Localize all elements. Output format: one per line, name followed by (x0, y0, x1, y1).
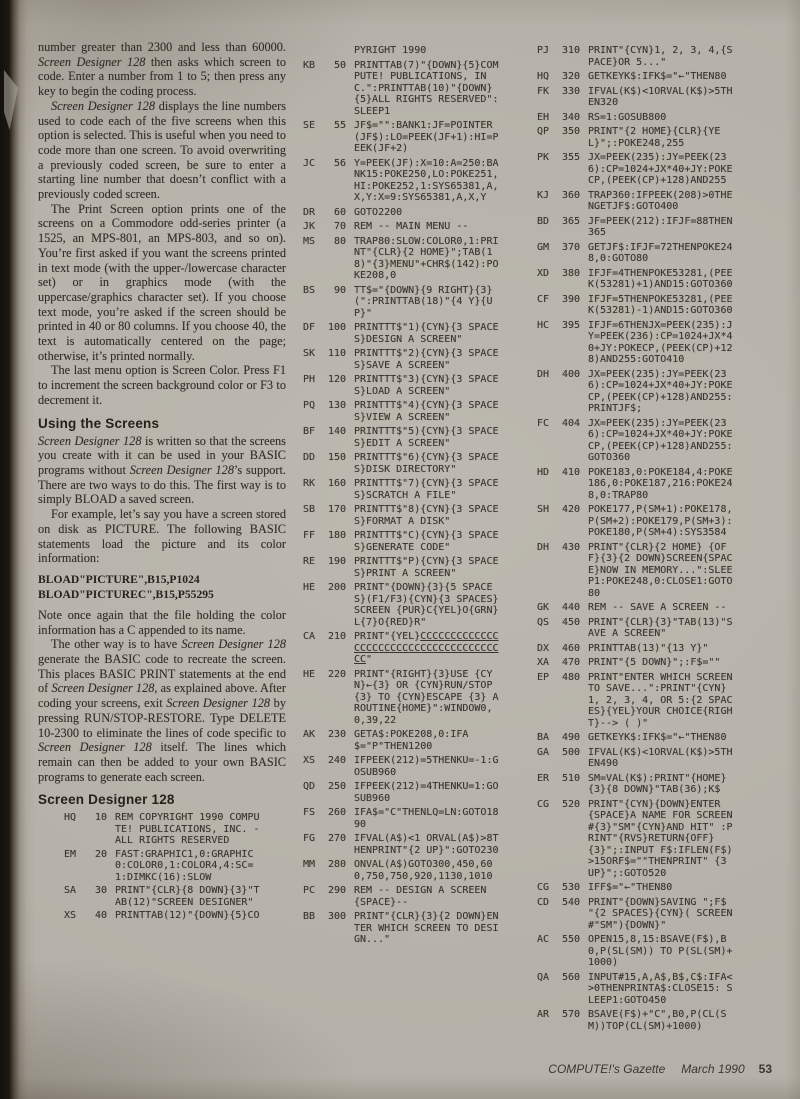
code-text: PRINT"{CLR}{2 HOME} {OFF}{3}{2 DOWN}SCREEN{SPACE}NOW IN MEMORY...":SLEEP1:POKE248,0:CLOSE1:GOTO80 (588, 541, 733, 599)
checksum-label: BD (537, 215, 550, 227)
line-number: 240 (327, 755, 346, 766)
code-line (303, 207, 531, 219)
code-line (303, 478, 531, 501)
code-line (303, 582, 531, 628)
checksum-label: FS (303, 807, 316, 818)
code-line (537, 882, 773, 894)
checksum-label: BA (537, 732, 550, 743)
code-text: POKE183,0:POKE184,4:POKE186,0:POKE187,216:POKE248,0:TRAP80 (588, 466, 733, 501)
line-number: 10 (94, 812, 107, 824)
code-line (303, 885, 531, 908)
checksum-label: HE (303, 668, 316, 680)
line-number: 290 (327, 885, 346, 896)
checksum-label: DH (537, 541, 550, 553)
checksum-label: GK (537, 602, 550, 613)
line-number: 300 (327, 911, 346, 922)
code-text: PRINTTT$"3){CYN}{3 SPACES}LOAD A SCREEN" (354, 374, 499, 397)
checksum-label: PJ (537, 45, 550, 56)
code-text: IFVAL(K$)<1ORVAL(K$)>5THEN320 (588, 85, 733, 108)
code-line (537, 320, 773, 366)
code-text: PRINTTT$"1){CYN}{3 SPACES}DESIGN A SCREEN" (354, 322, 499, 345)
code-line (537, 747, 773, 770)
bload-line: BLOAD"PICTURE",B15,P1024 (38, 572, 200, 586)
code-line (537, 504, 773, 539)
checksum-label: EP (537, 671, 550, 683)
code-text: JX=PEEK(235):JY=PEEK(236):CP=1024+JX*40+JY:POKECP,(PEEK(CP)+128)AND255:GOTO360 (588, 417, 733, 463)
code-line (303, 669, 531, 727)
code-text: PRINTTT$"P){CYN}{3 SPACES}PRINT A SCREEN" (354, 556, 499, 579)
code-line (537, 732, 773, 744)
paragraph: Screen Designer 128 displays the line numbers used to code each of the five screens when this option is selected. This is useful when you need to code more than one screen. To avoid overwriting a previously coded screen, be sure to enter a starting line number that doesn’t conflict with a previously coded screen. (38, 98, 286, 202)
checksum-label: CG (537, 882, 550, 893)
line-number: 150 (327, 452, 346, 463)
bload-statements (38, 572, 286, 602)
code-text: PRINTTT$"2){CYN}{3 SPACES}SAVE A SCREEN" (354, 348, 499, 371)
line-number: 220 (327, 668, 346, 680)
checksum-label: CF (537, 293, 550, 305)
line-number: 330 (561, 85, 580, 97)
code-line (537, 773, 773, 796)
code-text: REM -- DESIGN A SCREEN {SPACE}-- (354, 885, 493, 908)
code-line (303, 556, 531, 579)
line-number: 380 (561, 267, 580, 279)
code-text: PRINT"{RIGHT}{3}USE {CYN}←{3} OR {CYN}RUN/STOP{3} TO {CYN}ESCAPE {3} A ROUTINE{HOME}":WINDOW0,0,39,22 (354, 668, 505, 726)
checksum-label: GM (537, 241, 550, 253)
code-text: FAST:GRAPHIC1,0:GRAPHIC0:COLOR0,1:COLOR4,4:SC=1:DIMKC(16):SLOW (115, 848, 254, 883)
code-line (303, 530, 531, 553)
checksum-label: MS (303, 235, 316, 247)
checksum-label: RE (303, 556, 316, 567)
checksum-label: QS (537, 616, 550, 628)
code-line (303, 221, 531, 233)
code-line (537, 897, 773, 932)
line-number: 160 (327, 478, 346, 489)
code-text: JX=PEEK(235):JY=PEEK(236):CP=1024+JX*40+JY:POKECP,(PEEK(CP)+128)AND255 (588, 152, 733, 186)
checksum-label: PC (303, 885, 316, 896)
code-text: PRINTTT$"C){CYN}{3 SPACES}GENERATE CODE" (354, 530, 499, 553)
checksum-label: SK (303, 348, 316, 359)
line-number: 80 (333, 235, 346, 247)
code-text: PRINT"{CLR}{8 DOWN}{3}"TAB(12)"SCREEN DESIGNER" (115, 885, 260, 908)
checksum-label: SB (303, 504, 316, 515)
code-line (537, 112, 773, 124)
checksum-label: AR (537, 1009, 550, 1020)
checksum-label: FF (303, 530, 316, 541)
code-line (537, 45, 773, 68)
checksum-label: HE (303, 582, 316, 593)
code-line (537, 268, 773, 291)
code-text: IFJF=4THENPOKE53281,(PEEK(53281)+1)AND15:GOTO360 (588, 267, 733, 290)
code-text: PRINT"{YEL}CCCCCCCCCCCCCCCCCCCCCCCCCCCCCCCCCCCCCCC" (354, 631, 499, 665)
code-line (537, 152, 773, 187)
line-number: 110 (327, 348, 346, 359)
line-number: 370 (561, 241, 580, 253)
code-line (303, 452, 531, 475)
listing-heading-screen-designer-128: Screen Designer 128 (38, 792, 175, 808)
code-text: SM=VAL(K$):PRINT"{HOME} {3}{8 DOWN}"TAB(36);K$ (588, 772, 733, 795)
code-line (537, 71, 773, 83)
checksum-label: HC (537, 319, 550, 331)
code-text: REM -- MAIN MENU -- (354, 221, 469, 232)
line-number: 140 (327, 426, 346, 437)
checksum-label: DF (303, 322, 316, 333)
checksum-label: QA (537, 971, 550, 983)
code-text: PRINTTAB(12)"{DOWN}{5}CO (115, 910, 260, 922)
checksum-label: DR (303, 206, 316, 218)
code-line (537, 602, 773, 614)
line-number: 170 (327, 504, 346, 515)
paragraph: Screen Designer 128 is written so that the screens you create with it can be used in your BASIC programs without Screen Designer 128’s support. There are two ways to do this. The first way is to simply BLOAD a saved screen. (38, 433, 286, 507)
checksum-label: PQ (303, 400, 316, 411)
line-number: 200 (327, 582, 346, 593)
code-text: GETKEYK$:IFK$="←"THEN80 (588, 71, 727, 82)
checksum-label: QD (303, 781, 316, 792)
code-line (537, 542, 773, 600)
paragraph: Note once again that the file holding the color information has a C appended to its name. (38, 607, 286, 637)
checksum-label: HQ (537, 71, 550, 82)
page-footer (460, 1062, 772, 1076)
code-text: PRINT"{CYN}{DOWN}ENTER {SPACE}A NAME FOR SCREEN #{3}"SM"{CYN}AND HIT" :PRINT"{RVS}RETURN{OFF} {3}";:INPUT F$:IFLEN(F$)>15ORF$=""THENPRINT" {3 UP}";:GOTO520 (588, 798, 739, 879)
code-text: TRAP80:SLOW:COLOR0,1:PRINT"{CLR}{2 HOME}";TAB(18)"{3}MENU"+CHR$(142):POKE208,0 (354, 235, 499, 281)
checksum-label: AK (303, 729, 316, 740)
code-text: REM COPYRIGHT 1990 COMPUTE! PUBLICATIONS, INC. - ALL RIGHTS RESERVED (115, 812, 266, 847)
checksum-label: FK (537, 85, 550, 97)
section-heading-using-the-screens: Using the Screens (38, 415, 160, 431)
checksum-label: BF (303, 426, 316, 437)
line-number: 540 (561, 896, 580, 908)
line-number: 230 (327, 729, 346, 740)
line-number: 440 (561, 602, 580, 613)
code-text: OPEN15,8,15:BSAVE(F$),B0,P(SL(SM)) TO P(SL(SM)+1000) (588, 934, 733, 968)
code-text: PRINT"{DOWN}{3}{5 SPACES}(F1/F3){CYN}{3 SPACES}SCREEN {PUR}C{YEL}O{GRN}L{7}O{RED}R" (354, 582, 499, 628)
checksum-label: HD (537, 466, 550, 478)
checksum-label: GA (537, 746, 550, 758)
listing-column-middle (303, 45, 531, 949)
line-number: 190 (327, 556, 346, 567)
code-text: PRINTTT$"5){CYN}{3 SPACES}EDIT A SCREEN" (354, 426, 499, 449)
checksum-label: DD (303, 452, 316, 463)
line-number: 360 (561, 189, 580, 201)
code-line (537, 1009, 773, 1032)
line-number: 390 (561, 293, 580, 305)
code-text: PRINTTT$"6){CYN}{3 SPACES}DISK DIRECTORY" (354, 452, 499, 475)
code-line (303, 859, 531, 882)
code-text: IFA$="C"THENLQ=LN:GOTO1890 (354, 807, 499, 830)
code-line (303, 374, 531, 397)
checksum-label: EM (64, 848, 77, 860)
code-line (303, 285, 531, 320)
code-text: TT$="{DOWN}{9 RIGHT}{3}(":PRINTTAB(18)"{4 Y}{UP}" (354, 284, 493, 319)
checksum-label: FC (537, 417, 550, 429)
checksum-label: SE (303, 120, 316, 131)
code-line (303, 781, 531, 804)
code-line (537, 86, 773, 109)
code-text: PRINT"{2 HOME}{CLR}{YEL}";:POKE248,255 (588, 126, 721, 149)
code-text: IFPEEK(212)=5THENKU=-1:GOSUB960 (354, 755, 499, 778)
line-number: 310 (561, 45, 580, 56)
checksum-label: KJ (537, 189, 550, 201)
code-line (537, 799, 773, 880)
code-text: IFJF=6THENJX=PEEK(235):JY=PEEK(236):CP=1024+JX*40+JY:POKECP,(PEEK(CP)+128)AND255:GOTO410 (588, 319, 733, 365)
code-line (303, 348, 531, 371)
checksum-label: CD (537, 896, 550, 908)
checksum-label: HQ (64, 812, 77, 824)
code-text: GETKEYK$:IFK$="←"THEN80 (588, 732, 727, 743)
code-text: BSAVE(F$)+"C",B0,P(CL(SM))TOP(CL(SM)+1000) (588, 1009, 727, 1032)
checksum-label: BB (303, 911, 316, 922)
line-number: 320 (561, 71, 580, 82)
code-line (537, 216, 773, 239)
code-line (303, 631, 531, 666)
checksum-label: EH (537, 111, 550, 123)
line-number: 260 (327, 807, 346, 818)
code-text: PYRIGHT 1990 (354, 45, 427, 56)
line-number: 210 (327, 631, 346, 642)
code-line (537, 369, 773, 415)
checksum-label: DH (537, 368, 550, 380)
paragraph: The other way is to have Screen Designer 128 generate the BASIC code to recreate the screen. This places BASIC PRINT statements at the end of Screen Designer 128, as explained above. After coding your screens, exit Screen Designer 128 by pressing RUN/STOP-RESTORE. Type DELETE 10-2300 to eliminate the lines of code specific to Screen Designer 128 itself. The lines which remain can then be added to your own BASIC programs to generate each screen. (38, 637, 286, 784)
checksum-label: SH (537, 504, 550, 515)
code-text: PRINTTAB(7)"{DOWN}{5}COMPUTE! PUBLICATIONS, INC.":PRINTTAB(10)"{DOWN}{5}ALL RIGHTS RESERVED":SLEEP1 (354, 59, 499, 117)
code-text: GETA$:POKE208,0:IFA$="P"THEN1200 (354, 729, 469, 752)
line-number: 510 (561, 772, 580, 784)
line-number: 20 (94, 848, 107, 860)
code-text: INPUT#15,A,A$,B$,C$:IFA<>0THENPRINTA$:CLOSE15: SLEEP1:GOTO450 (588, 971, 733, 1006)
code-line (537, 934, 773, 969)
line-number: 280 (327, 859, 346, 870)
checksum-label: JC (303, 157, 316, 169)
code-line (537, 972, 773, 1007)
code-text: IFVAL(K$)<1ORVAL(K$)>5THEN490 (588, 746, 733, 769)
code-line (537, 657, 773, 669)
line-number: 400 (561, 368, 580, 380)
line-number: 460 (561, 642, 580, 654)
code-text: PRINT"{5 DOWN}";:F$="" (588, 657, 721, 668)
checksum-label: DX (537, 642, 550, 654)
code-line (537, 617, 773, 640)
page-number: 53 (758, 1062, 772, 1076)
line-number: 410 (561, 466, 580, 478)
code-text: GETJF$:IFJF=72THENPOKE248,0:GOTO80 (588, 241, 733, 264)
line-number: 180 (327, 530, 346, 541)
code-text: PRINTTT$"8){CYN}{3 SPACES}FORMAT A DISK" (354, 504, 499, 527)
line-number: 570 (561, 1009, 580, 1020)
code-text: JF=PEEK(212):IFJF=88THEN365 (588, 215, 733, 238)
code-text: IFVAL(A$)<1 ORVAL(A$)>8THENPRINT"{2 UP}":GOTO230 (354, 833, 499, 856)
line-number: 120 (327, 374, 346, 385)
code-text: REM -- SAVE A SCREEN -- (588, 602, 727, 613)
code-line (303, 400, 531, 423)
line-number (321, 45, 346, 57)
code-line (64, 885, 286, 908)
code-text: JX=PEEK(235):JY=PEEK(236):CP=1024+JX*40+JY:POKECP,(PEEK(CP)+128)AND255:PRINTJF$; (588, 368, 733, 414)
line-number: 490 (561, 732, 580, 743)
code-text: POKE177,P(SM+1):POKE178,P(SM+2):POKE179,P(SM+3):POKE180,P(SM+4):SYS3584 (588, 504, 733, 538)
checksum-label: QP (537, 126, 550, 137)
line-number: 55 (333, 120, 346, 131)
paragraph: The Print Screen option prints one of the screens on a Commodore odd-series printer (a 1525, an MPS-801, an MPS-803, and so on). You’re first asked if you want the screens printed in text mode (with the upper-/lowercase character set) or in graphics mode (with the uppercase/graphics character set). If you choose text mode, you’re asked if the screen should be printed in 40 or 80 columns. If you choose 40, the text is automatically centered on the page; otherwise, it’s printed normally. (38, 201, 286, 363)
code-text: PRINT"{CLR}{3}{2 DOWN}ENTER WHICH SCREEN TO DESIGN..." (354, 911, 499, 945)
code-text: TRAP360:IFPEEK(208)>0THENGETJF$:GOTO400 (588, 189, 733, 212)
code-text: GOTO2200 (354, 206, 403, 218)
checksum-label: JK (303, 221, 316, 232)
code-line (303, 729, 531, 752)
code-text: PRINT"{DOWN}SAVING ";F$ "{2 SPACES}{CYN}( SCREEN #"SM"){DOWN}" (588, 896, 739, 931)
program-listing-start (38, 812, 286, 922)
checksum-label: BS (303, 284, 316, 296)
checksum-label: PH (303, 374, 316, 385)
line-number: 470 (561, 657, 580, 668)
line-number: 404 (561, 417, 580, 429)
code-line (537, 672, 773, 730)
line-number: 550 (561, 934, 580, 945)
checksum-label: FG (303, 833, 316, 844)
line-number: 250 (327, 781, 346, 792)
line-number: 70 (333, 221, 346, 232)
line-number: 60 (333, 206, 346, 218)
code-line (303, 911, 531, 946)
code-text: RS=1:GOSUB800 (588, 111, 667, 123)
scan-edge-shadow (0, 0, 36, 1099)
line-number: 530 (561, 882, 580, 893)
code-line (537, 242, 773, 265)
code-line (303, 426, 531, 449)
checksum-label: MM (303, 859, 316, 870)
paragraph: The last menu option is Screen Color. Press F1 to increment the screen background color or F3 to decrement it. (38, 363, 286, 407)
checksum-label: ER (537, 772, 550, 784)
line-number: 355 (561, 152, 580, 163)
code-line (537, 126, 773, 149)
code-line (537, 294, 773, 317)
code-line (303, 60, 531, 118)
checksum-label: CA (303, 631, 316, 642)
code-text: Y=PEEK(JF):X=10:A=250:BANK15:POKE250,LO:POKE251,HI:POKE252,1:SYS65381,A,X,Y:X=9:SYS65381,A,X,Y (354, 157, 499, 203)
line-number: 560 (561, 971, 580, 983)
checksum-label: SA (64, 885, 77, 897)
checksum-label: XS (303, 755, 316, 766)
bload-line: BLOAD"PICTUREC",B15,P55295 (38, 587, 214, 601)
code-text: IFF$="←"THEN80 (588, 882, 673, 893)
line-number: 50 (333, 59, 346, 71)
checksum-label: RK (303, 478, 316, 489)
code-text: ONVAL(A$)GOTO300,450,600,750,750,920,1130,1010 (354, 859, 493, 882)
code-line (303, 45, 531, 57)
code-line (303, 807, 531, 830)
checksum-label: XD (537, 267, 550, 279)
code-text: PRINTTT$"4){CYN}{3 SPACES}VIEW A SCREEN" (354, 400, 499, 423)
line-number: 430 (561, 541, 580, 553)
code-line (537, 467, 773, 502)
code-line (64, 849, 286, 884)
line-number: 450 (561, 616, 580, 628)
code-text: PRINTTT$"7){CYN}{3 SPACES}SCRATCH A FILE" (354, 478, 499, 501)
issue-date: March 1990 (681, 1062, 745, 1076)
checksum-label: KB (303, 59, 316, 71)
checksum-label: AC (537, 934, 550, 945)
line-number: 395 (561, 319, 580, 331)
code-line (303, 120, 531, 155)
code-line (303, 504, 531, 527)
line-number: 130 (327, 400, 346, 411)
code-line (303, 236, 531, 282)
code-text: PRINT"ENTER WHICH SCREEN TO SAVE...":PRINT"{CYN}1, 2, 3, 4, OR 5:{2 SPACES}{YEL}YOUR CHOICE{RIGHT}--> ( )" (588, 671, 739, 729)
line-number: 340 (561, 111, 580, 123)
line-number: 100 (327, 322, 346, 333)
code-line (64, 812, 286, 847)
code-text: IFJF=5THENPOKE53281,(PEEK(53281)-1)AND15:GOTO360 (588, 293, 733, 316)
code-text: PRINT"{CYN}1, 2, 3, 4,{SPACE}OR 5..." (588, 45, 733, 68)
code-line (64, 910, 286, 922)
listing-column-right (537, 45, 773, 1035)
line-number: 90 (333, 284, 346, 296)
code-line (303, 833, 531, 856)
checksum-label: PK (537, 152, 550, 163)
code-line (303, 158, 531, 204)
line-number: 365 (561, 215, 580, 227)
line-number: 480 (561, 671, 580, 683)
code-text: PRINT"{CLR}{3}"TAB(13)"SAVE A SCREEN" (588, 616, 733, 639)
article-column (38, 40, 286, 924)
checksum-label: XS (64, 910, 77, 922)
code-text: PRINTTAB(13)"{13 Y}" (588, 642, 709, 654)
line-number: 30 (94, 885, 107, 897)
code-line (303, 322, 531, 345)
line-number: 500 (561, 746, 580, 758)
checksum-label: XA (537, 657, 550, 668)
code-line (537, 190, 773, 213)
line-number: 56 (333, 157, 346, 169)
checksum-label (303, 45, 321, 57)
paragraph: number greater than 2300 and less than 60000. Screen Designer 128 then asks which screen to code. Enter a number from 1 to 5; then press any key to begin the coding process. (38, 40, 286, 99)
magazine-title: COMPUTE!'s Gazette (548, 1062, 666, 1076)
checksum-label: CG (537, 798, 550, 810)
code-line (537, 418, 773, 464)
line-number: 420 (561, 504, 580, 515)
paragraph: For example, let’s say you have a screen stored on disk as PICTURE. The following BASIC statements load the picture and its color information: (38, 507, 286, 566)
code-text: JF$="":BANK1:JF=POINTER(JF$):LO=PEEK(JF+1):HI=PEEK(JF+2) (354, 120, 499, 154)
line-number: 270 (327, 833, 346, 844)
code-text: IFPEEK(212)=4THENKU=1:GOSUB960 (354, 781, 499, 804)
line-number: 520 (561, 798, 580, 810)
line-number: 350 (561, 126, 580, 137)
code-line (303, 755, 531, 778)
code-line (537, 643, 773, 655)
line-number: 40 (94, 910, 107, 922)
